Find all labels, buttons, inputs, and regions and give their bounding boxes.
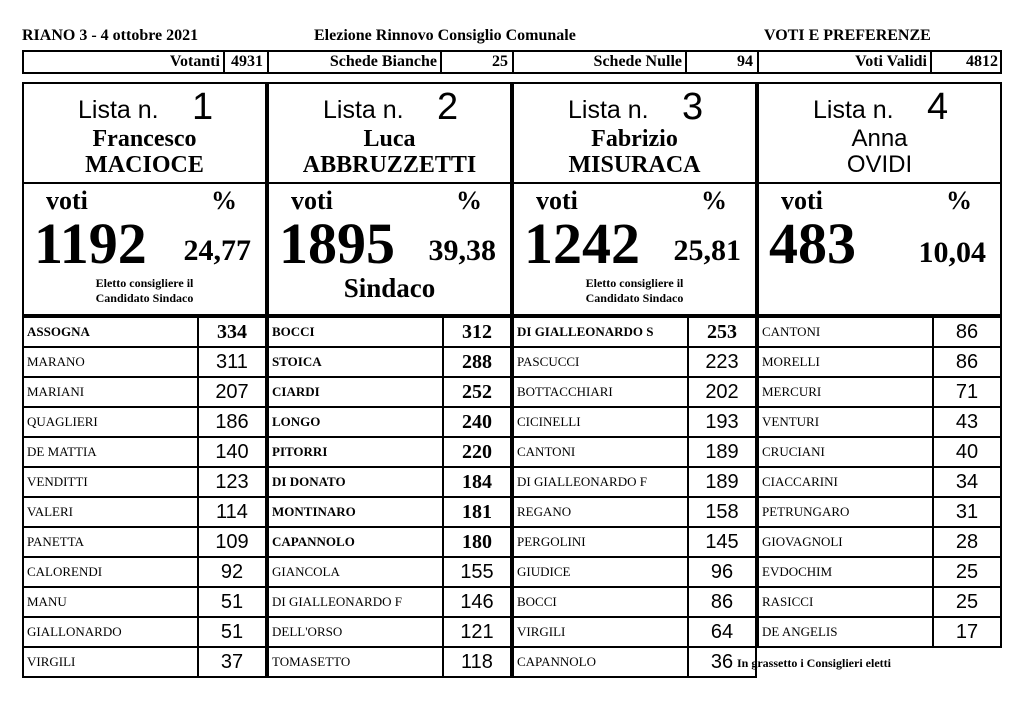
preferences-table [267,316,512,678]
list-column-4 [757,82,1002,678]
election-title: Elezione Rinnovo Consiglio Comunale [314,27,576,44]
preference-votes: 25 [933,587,1001,617]
candidate-votes: 1895 [279,211,395,276]
candidate-votes: 483 [769,211,856,276]
preference-votes: 311 [198,347,266,377]
table-row [758,557,1001,587]
preference-votes: 145 [688,527,756,557]
preference-votes: 36 [688,647,756,677]
preference-votes: 118 [443,647,511,677]
preference-votes: 71 [933,377,1001,407]
table-row [268,557,511,587]
table-row [758,467,1001,497]
candidate-last-name: MACIOCE [85,152,204,178]
elected-note: Eletto consigliere il Candidato Sindaco [585,276,684,305]
preference-name: DI GIALLEONARDO F [268,587,443,617]
summary-bar [22,50,1002,74]
preference-name: MANU [23,587,198,617]
preferences-table [512,316,757,678]
preference-name: GIALLONARDO [23,617,198,647]
preference-votes: 28 [933,527,1001,557]
table-row [758,317,1001,347]
preference-name: GIOVAGNOLI [758,527,933,557]
candidate-percent: 10,04 [918,236,986,269]
preference-votes: 86 [688,587,756,617]
candidate-first-name: Fabrizio [591,126,678,152]
preference-votes: 184 [443,467,511,497]
preference-votes: 25 [933,557,1001,587]
candidate-box [757,82,1002,316]
table-row [23,527,266,557]
table-row [758,437,1001,467]
mayor-note: Sindaco [343,273,436,303]
preference-name: MARANO [23,347,198,377]
preference-votes: 121 [443,617,511,647]
preference-name: DELL'ORSO [268,617,443,647]
preference-name: CRUCIANI [758,437,933,467]
preference-votes: 186 [198,407,266,437]
section-title: VOTI E PREFERENZE [764,27,931,44]
table-row [23,647,266,677]
preference-name: BOCCI [268,317,443,347]
preference-votes: 92 [198,557,266,587]
preference-votes: 180 [443,527,511,557]
elected-note: Eletto consigliere il Candidato Sindaco [95,276,194,305]
table-row [758,407,1001,437]
preference-votes: 223 [688,347,756,377]
preference-votes: 220 [443,437,511,467]
table-row [513,437,756,467]
preference-name: VIRGILI [23,647,198,677]
candidate-last-name: MISURACA [568,152,701,178]
votanti-label: Votanti [169,53,220,70]
preference-votes: 207 [198,377,266,407]
candidate-box [267,82,512,316]
table-row [513,557,756,587]
candidate-votes: 1192 [34,211,147,276]
percent-label: % [456,186,482,215]
preference-name: DE MATTIA [23,437,198,467]
preference-name: VENTURI [758,407,933,437]
table-row [758,347,1001,377]
lista-number: 3 [682,86,704,128]
preference-name: ASSOGNA [23,317,198,347]
preference-name: CAPANNOLO [513,647,688,677]
preference-name: CIARDI [268,377,443,407]
preferences-table [757,316,1002,648]
lista-label: Lista n. [568,96,649,124]
preference-name: MORELLI [758,347,933,377]
preference-votes: 40 [933,437,1001,467]
table-row [23,377,266,407]
preference-name: CIACCARINI [758,467,933,497]
table-row [268,377,511,407]
candidate-box [22,82,267,316]
preference-votes: 252 [443,377,511,407]
lista-number: 4 [927,86,949,128]
table-row [23,347,266,377]
preference-votes: 51 [198,617,266,647]
preference-name: MARIANI [23,377,198,407]
list-column-3 [512,82,757,678]
preference-name: CANTONI [758,317,933,347]
preference-name: EVDOCHIM [758,557,933,587]
nulle-value: 94 [737,53,753,70]
lista-label: Lista n. [78,96,159,124]
preference-name: DI GIALLEONARDO S [513,317,688,347]
preference-name: GIANCOLA [268,557,443,587]
validi-value: 4812 [966,53,998,70]
table-row [513,617,756,647]
table-row [268,617,511,647]
legend-footnote: In grassetto i Consiglieri eletti [737,656,891,670]
preference-name: PETRUNGARO [758,497,933,527]
table-row [268,647,511,677]
table-row [513,587,756,617]
candidate-percent: 25,81 [673,234,741,267]
preference-name: PITORRI [268,437,443,467]
votanti-value: 4931 [231,53,263,70]
table-row [23,557,266,587]
preference-votes: 17 [933,617,1001,647]
preference-votes: 146 [443,587,511,617]
validi-label: Voti Validi [855,53,927,70]
table-row [23,617,266,647]
table-row [268,317,511,347]
table-row [23,587,266,617]
table-row [513,527,756,557]
table-row [758,377,1001,407]
preference-name: CAPANNOLO [268,527,443,557]
preference-name: MERCURI [758,377,933,407]
preference-votes: 140 [198,437,266,467]
preference-name: TOMASETTO [268,647,443,677]
table-row [268,497,511,527]
candidate-first-name: Anna [851,125,908,152]
lista-number: 1 [192,86,214,128]
preference-name: LONGO [268,407,443,437]
preference-votes: 253 [688,317,756,347]
preference-votes: 96 [688,557,756,587]
percent-label: % [701,186,727,215]
table-row [268,467,511,497]
preference-votes: 189 [688,437,756,467]
preference-votes: 181 [443,497,511,527]
preference-name: MONTINARO [268,497,443,527]
candidate-votes: 1242 [524,211,640,276]
preference-name: PERGOLINI [513,527,688,557]
voti-label: voti [46,186,88,215]
table-row [513,497,756,527]
candidate-first-name: Luca [363,126,416,152]
preference-votes: 86 [933,347,1001,377]
preference-votes: 64 [688,617,756,647]
lista-label: Lista n. [323,96,404,124]
preference-name: REGANO [513,497,688,527]
preference-name: STOICA [268,347,443,377]
preference-votes: 43 [933,407,1001,437]
table-row [758,527,1001,557]
preference-votes: 240 [443,407,511,437]
preference-votes: 37 [198,647,266,677]
preferences-table [22,316,267,678]
preference-name: CANTONI [513,437,688,467]
preference-name: GIUDICE [513,557,688,587]
place-date: RIANO 3 - 4 ottobre 2021 [22,27,199,44]
table-row [268,527,511,557]
preference-votes: 189 [688,467,756,497]
voti-label: voti [781,186,823,215]
preference-name: RASICCI [758,587,933,617]
preference-votes: 334 [198,317,266,347]
table-row [513,467,756,497]
preference-votes: 31 [933,497,1001,527]
preference-votes: 34 [933,467,1001,497]
table-row [23,497,266,527]
table-row [268,347,511,377]
lista-label: Lista n. [813,96,894,124]
preference-name: VENDITTI [23,467,198,497]
table-row [758,587,1001,617]
list-column-1 [22,82,267,678]
page-header [22,27,1002,45]
candidate-first-name: Francesco [92,126,197,152]
preference-name: VIRGILI [513,617,688,647]
preference-name: PANETTA [23,527,198,557]
list-column-2 [267,82,512,678]
preference-name: DI GIALLEONARDO F [513,467,688,497]
preference-votes: 123 [198,467,266,497]
preference-name: DI DONATO [268,467,443,497]
preference-votes: 312 [443,317,511,347]
table-row [23,407,266,437]
candidate-box [512,82,757,316]
bianche-label: Schede Bianche [329,53,437,70]
preference-name: PASCUCCI [513,347,688,377]
table-row [513,407,756,437]
preference-name: DE ANGELIS [758,617,933,647]
candidate-last-name: OVIDI [846,151,913,178]
table-row [513,347,756,377]
nulle-label: Schede Nulle [593,53,682,70]
preference-name: QUAGLIERI [23,407,198,437]
candidate-last-name: ABBRUZZETTI [302,152,477,178]
percent-label: % [946,186,972,215]
candidate-percent: 39,38 [428,234,496,267]
bianche-value: 25 [492,53,508,70]
preference-name: CICINELLI [513,407,688,437]
voti-label: voti [536,186,578,215]
preference-votes: 155 [443,557,511,587]
candidate-percent: 24,77 [183,234,251,267]
table-row [268,407,511,437]
preference-votes: 193 [688,407,756,437]
preference-votes: 86 [933,317,1001,347]
preference-name: BOCCI [513,587,688,617]
lista-number: 2 [437,86,459,128]
table-row [268,437,511,467]
preference-votes: 158 [688,497,756,527]
preference-votes: 109 [198,527,266,557]
table-row [23,437,266,467]
preference-votes: 114 [198,497,266,527]
table-row [23,317,266,347]
preference-votes: 288 [443,347,511,377]
preference-votes: 202 [688,377,756,407]
lists-grid [22,82,1002,678]
table-row [758,497,1001,527]
preference-votes: 51 [198,587,266,617]
table-row [513,377,756,407]
preference-name: BOTTACCHIARI [513,377,688,407]
table-row [513,317,756,347]
preference-name: VALERI [23,497,198,527]
table-row [758,617,1001,647]
percent-label: % [211,186,237,215]
table-row [513,647,756,677]
preference-name: CALORENDI [23,557,198,587]
table-row [23,467,266,497]
table-row [268,587,511,617]
voti-label: voti [291,186,333,215]
